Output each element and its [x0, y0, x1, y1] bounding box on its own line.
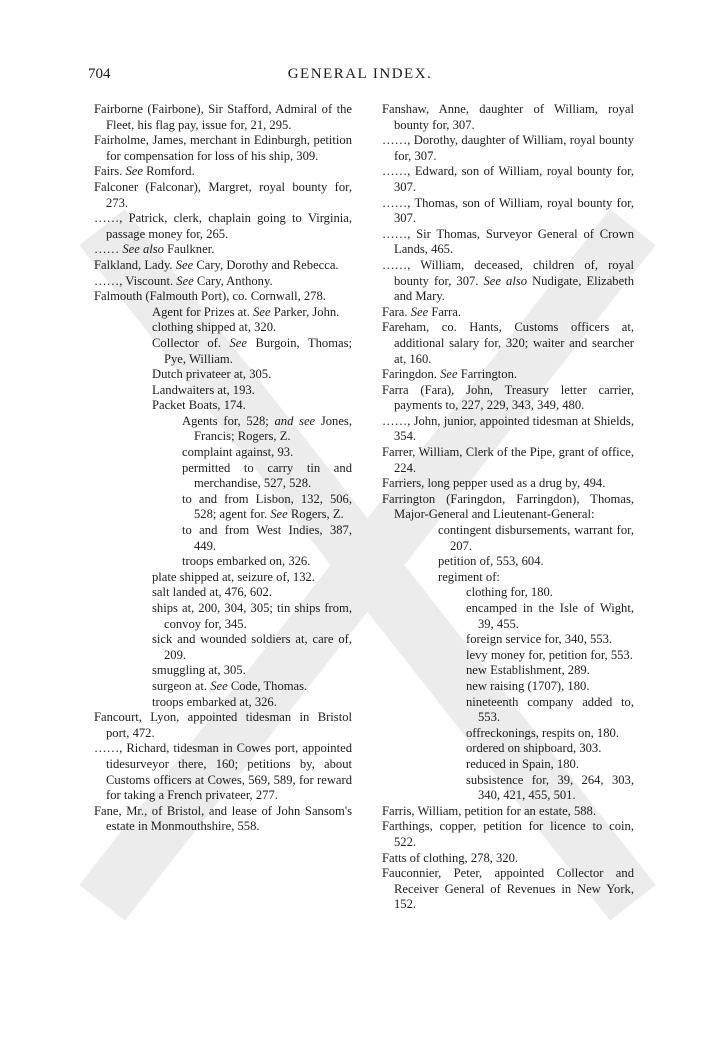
index-entry: Fara. See Farra. [382, 304, 462, 319]
index-entry: ……, William, deceased, children of, royal bounty for, 307. See also Nudigate, Elizabeth and Mary. [382, 257, 634, 304]
index-entry: nineteenth company added to, 553. [466, 694, 634, 725]
index-entry: contingent disbursements, warrant for, 207. [438, 523, 634, 553]
index-entry: ……, Edward, son of William, royal bounty for, 307. [382, 164, 634, 194]
running-head: GENERAL INDEX. [287, 66, 433, 82]
page-header [88, 66, 632, 90]
index-entry: ……, Dorothy, daughter of William, royal bounty for, 307. [382, 133, 634, 163]
index-entry: complaint against, 93. [182, 445, 294, 460]
index-entry: Packet Boats, 174. [152, 398, 246, 413]
right-column [382, 102, 634, 913]
index-entry: ships at, 200, 304, 305; tin ships from, convoy for, 345. [152, 601, 352, 631]
index-entry: Farthings, copper, petition for licence to coin, 522. [382, 819, 634, 849]
index-entry: ordered on shipboard, 303. [466, 741, 602, 756]
index-entry: Farrington (Faringdon, Farringdon), Thomas, Major-General and Lieutenant-General: [382, 491, 634, 522]
index-entry: surgeon at. See Code, Thomas. [152, 678, 308, 693]
index-entry: offreckonings, respits on, 180. [466, 725, 619, 740]
index-entry: to and from Lisbon, 132, 506, 528; agent for. See Rogers, Z. [182, 491, 352, 522]
index-entry: ……, Patrick, clerk, chaplain going to Virginia, passage money for, 265. [94, 211, 352, 241]
index-entry: ……, Richard, tidesman in Cowes port, appointed tidesurveyor there, 160; petitions by, about Customs officers at Cowes, 569, 589, for reward for taking a French privateer, 277. [94, 741, 352, 803]
index-entry: Faringdon. See Farrington. [382, 367, 518, 382]
left-column [94, 102, 352, 835]
index-entry: Farrer, William, Clerk of the Pipe, grant of office, 224. [382, 445, 634, 475]
index-entry: new raising (1707), 180. [466, 678, 590, 693]
index-entry: troops embarked at, 326. [152, 694, 277, 709]
index-entry: clothing shipped at, 320. [152, 320, 277, 335]
index-entry: Fairholme, James, merchant in Edinburgh, petition for compensation for loss of his ship, 309. [94, 133, 352, 163]
index-entry: ……, John, junior, appointed tidesman at Shields, 354. [382, 413, 634, 444]
index-entry: subsistence for, 39, 264, 303, 340, 421, 455, 501. [466, 772, 634, 803]
index-entry: Falmouth (Falmouth Port), co. Cornwall, 278. [94, 289, 326, 304]
index-entry: Fairs. See Romford. [94, 164, 195, 179]
index-entry: ……, Sir Thomas, Surveyor General of Crown Lands, 465. [382, 226, 634, 257]
index-entry: clothing for, 180. [466, 585, 553, 600]
index-entry: Landwaiters at, 193. [152, 382, 255, 397]
index-entry: troops embarked on, 326. [182, 554, 311, 569]
index-entry: Agents for, 528; and see Jones, Francis; Rogers, Z. [182, 413, 352, 444]
index-entry: Falkland, Lady. See Cary, Dorothy and Rebecca. [94, 257, 339, 272]
index-entry: smuggling at, 305. [152, 663, 246, 678]
index-entry: salt landed at, 476, 602. [152, 585, 272, 600]
index-entry: new Establishment, 289. [466, 663, 590, 678]
index-entry: sick and wounded soldiers at, care of, 209. [152, 632, 352, 662]
index-entry: Fauconnier, Peter, appointed Collector and Receiver General of Revenues in New York, 152. [382, 866, 634, 912]
index-entry: …… See also Faulkner. [94, 242, 215, 257]
index-entry: Fanshaw, Anne, daughter of William, royal bounty for, 307. [382, 102, 634, 132]
index-entry: Farris, William, petition for an estate, 588. [382, 803, 597, 818]
index-entry: Falconer (Falconar), Margret, royal bounty for, 273. [94, 179, 352, 210]
index-entry: Collector of. See Burgoin, Thomas; Pye, William. [152, 335, 352, 366]
index-entry: foreign service for, 340, 553. [466, 632, 613, 647]
index-entry: reduced in Spain, 180. [466, 756, 579, 771]
index-entry: Farriers, long pepper used as a drug by, 494. [382, 476, 606, 491]
index-entry: Agent for Prizes at. See Parker, John. [152, 304, 340, 319]
index-entry: encamped in the Isle of Wight, 39, 455. [466, 601, 634, 631]
index-entry: ……, Viscount. See Cary, Anthony. [94, 273, 273, 288]
index-entry: plate shipped at, seizure of, 132. [152, 569, 315, 584]
index-entry: petition of, 553, 604. [438, 554, 544, 569]
index-entry: Fane, Mr., of Bristol, and lease of John Sansom's estate in Monmouthshire, 558. [94, 803, 352, 834]
index-entry: Fatts of clothing, 278, 320. [382, 850, 519, 865]
index-entry: Fancourt, Lyon, appointed tidesman in Bristol port, 472. [94, 710, 352, 740]
index-entry: Fareham, co. Hants, Customs officers at, additional salary for, 320; waiter and searcher at, 160. [382, 320, 634, 366]
index-entry: Dutch privateer at, 305. [152, 367, 272, 382]
index-entry: ……, Thomas, son of William, royal bounty for, 307. [382, 195, 634, 226]
index-entry: permitted to carry tin and merchandise, 527, 528. [182, 460, 352, 491]
index-entry: levy money for, petition for, 553. [466, 647, 633, 662]
index-entry: Fairborne (Fairbone), Sir Stafford, Admiral of the Fleet, his flag pay, issue for, 21, 295. [94, 102, 352, 132]
index-entry: regiment of: [438, 569, 500, 584]
index-entry: Farra (Fara), John, Treasury letter carrier, payments to, 227, 229, 343, 349, 480. [382, 382, 634, 413]
index-entry: to and from West Indies, 387, 449. [182, 523, 352, 553]
page-number: 704 [88, 66, 111, 82]
